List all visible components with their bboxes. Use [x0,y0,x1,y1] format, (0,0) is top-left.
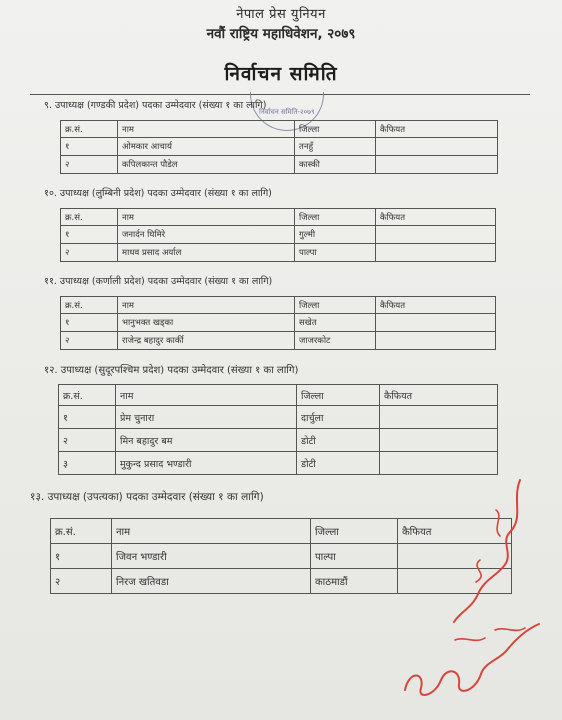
table-row [59,406,498,429]
committee-title: निर्वाचन समिति [224,63,338,85]
cell-sn: २ [61,244,118,262]
col-header-remarks: कैफियत [398,519,512,544]
cell-district: डोटी [297,452,380,475]
cell-name: प्रेम चुनारा [116,406,297,429]
cell-remarks [380,406,498,429]
cell-name: निरज खतिवडा [112,569,311,594]
cell-district: डोटी [297,429,380,452]
section-title-12: १२. उपाध्यक्ष (सुदूरपश्चिम प्रदेश) पदका उम्मेदवार (संख्या १ का लागि) [44,365,299,376]
cell-name: माधव प्रसाद अर्याल [118,244,295,262]
col-header-remarks: कैफियत [380,385,498,406]
col-header-remarks: कैफियत [376,121,498,138]
organization-name: नेपाल प्रेस युनियन [236,7,326,22]
section-title-9: ९. उपाध्यक्ष (गण्डकी प्रदेश) पदका उम्मेदवार (संख्या १ का लागि) [44,100,267,111]
cell-sn: २ [61,332,118,350]
candidates-table-11 [60,296,496,350]
col-header-sn: क्र.सं. [59,385,116,406]
cell-sn: १ [51,544,112,569]
cell-remarks [376,332,496,350]
col-header-remarks: कैफियत [376,209,496,226]
cell-name: कपिलकान्त पौडेल [118,156,295,174]
cell-district: पाल्पा [295,244,376,262]
candidates-table-12 [58,384,498,475]
table-row [61,332,496,350]
col-header-district: जिल्ला [295,121,376,138]
cell-district: जाजरकोट [295,332,376,350]
section-title-11: ११. उपाध्यक्ष (कर्णाली प्रदेश) पदका उम्मेदवार (संख्या १ का लागि) [44,276,273,287]
cell-sn: ३ [59,452,116,475]
cell-remarks [376,138,498,156]
table-row [61,244,496,262]
col-header-district: जिल्ला [295,297,376,314]
col-header-district: जिल्ला [297,385,380,406]
col-header-district: जिल्ला [295,209,376,226]
col-header-name: नाम [118,121,295,138]
section-title-13: १३. उपाध्यक्ष (उपत्यका) पदका उम्मेदवार (संख्या १ का लागि) [30,491,264,503]
cell-name: ओमकार आचार्य [118,138,295,156]
col-header-name: नाम [118,209,295,226]
cell-district: कास्की [295,156,376,174]
cell-district: पाल्पा [311,544,398,569]
table-row [61,314,496,332]
table-row [61,226,496,244]
cell-name: मुकुन्द प्रसाद भण्डारी [116,452,297,475]
col-header-remarks: कैफियत [376,297,496,314]
cell-district: काठमाडौं [311,569,398,594]
cell-name: राजेन्द्र बहादुर कार्की [118,332,295,350]
cell-district: सखेत [295,314,376,332]
seal-text: निर्वाचन समिति-२०७९ [259,108,315,116]
cell-name: भानुभक्त खड्का [118,314,295,332]
col-header-sn: क्र.सं. [61,209,118,226]
col-header-sn: क्र.सं. [61,121,118,138]
cell-district: गुल्मी [295,226,376,244]
cell-district: तनहुँ [295,138,376,156]
col-header-name: नाम [118,297,295,314]
cell-sn: १ [61,314,118,332]
col-header-sn: क्र.सं. [51,519,112,544]
col-header-sn: क्र.सं. [61,297,118,314]
table-row [61,138,498,156]
cell-remarks [376,314,496,332]
cell-name: मिन बहादुर बम [116,429,297,452]
handwritten-signature-lower [395,600,555,710]
cell-sn: १ [61,138,118,156]
candidates-table-10 [60,208,496,262]
cell-district: दार्चुला [297,406,380,429]
section-title-10: १०. उपाध्यक्ष (लुम्बिनी प्रदेश) पदका उम्मेदवार (संख्या १ का लागि) [44,188,272,199]
cell-sn: १ [61,226,118,244]
cell-remarks [376,226,496,244]
cell-sn: २ [59,429,116,452]
col-header-name: नाम [116,385,297,406]
cell-sn: १ [59,406,116,429]
table-row [61,156,498,174]
cell-sn: २ [51,569,112,594]
convention-title: नवौं राष्ट्रिय महाधिवेशन, २०७९ [206,26,356,42]
cell-remarks [376,156,498,174]
cell-name: जिवन भण्डारी [112,544,311,569]
col-header-name: नाम [112,519,311,544]
cell-remarks [376,244,496,262]
table-row [59,429,498,452]
candidates-table-9 [60,120,498,174]
cell-sn: २ [61,156,118,174]
cell-name: जनार्दन घिमिरे [118,226,295,244]
cell-remarks [380,429,498,452]
col-header-district: जिल्ला [311,519,398,544]
